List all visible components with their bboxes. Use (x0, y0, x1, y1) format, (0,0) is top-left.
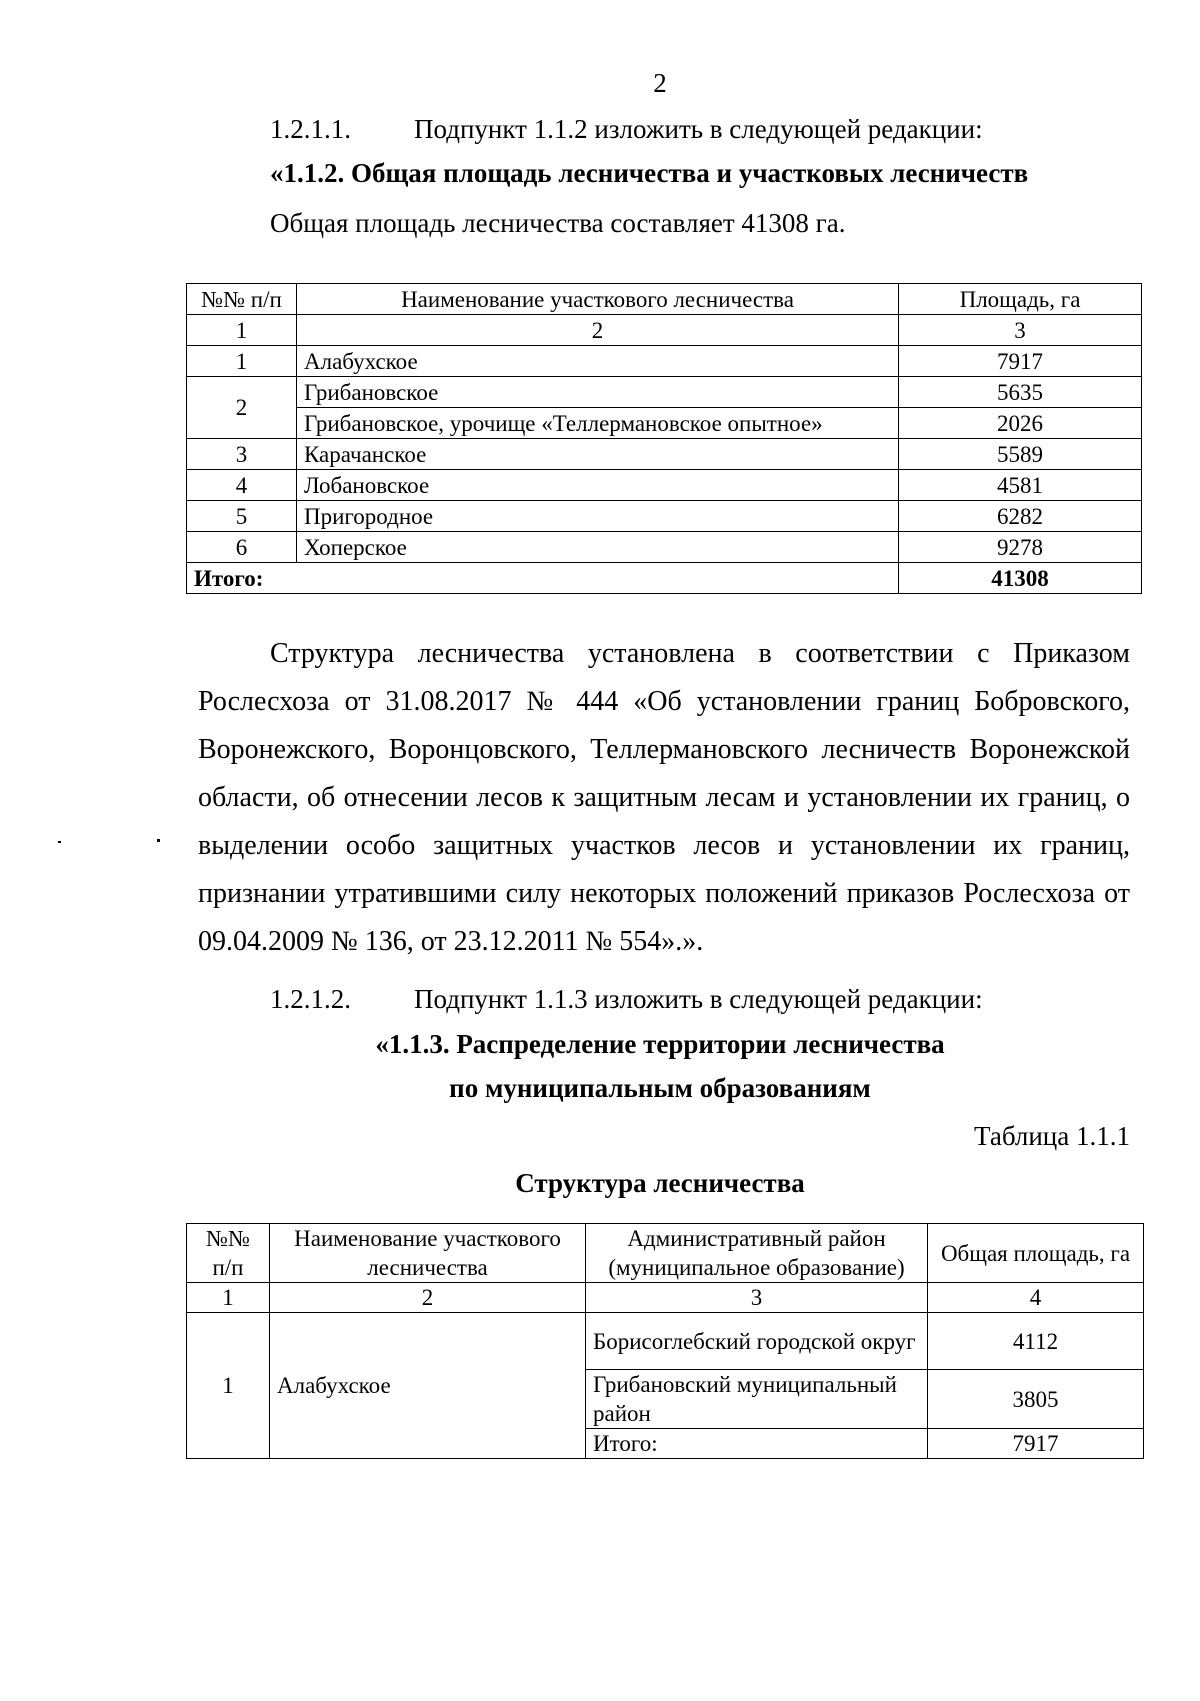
section1-number: 1.2.1.1. (270, 114, 351, 144)
header-cell: Площадь, га (899, 284, 1142, 315)
structure-paragraph: Структура лесничества установлена в соответствии с Приказом Рослесхоза от 31.08.2017 № 444 «Об установлении границ Бобровского, Воронежского, Воронцовского, Теллермановского лесничеств Воронежской области, об отнесении лесов к защитным лесам и установлении их границ, о выделении особо защитных участков лесов и установлении их границ, признании утратившими силу некоторых положений приказов Рослесхоза от 09.04.2009 № 136, от 23.12.2011 № 554».». (198, 638, 1130, 957)
area-value: 5589 (899, 439, 1142, 470)
district-name: Борисоглебский городской округ (586, 1313, 928, 1370)
forestry-structure-table (186, 1223, 1144, 1459)
column-number-row (187, 315, 1142, 346)
header-cell: №№ п/п (187, 284, 297, 315)
table-header-row (187, 1224, 1144, 1283)
row-number: 3 (187, 439, 297, 470)
total-label: Итого: (187, 563, 899, 594)
page-number: 2 (653, 68, 667, 98)
table-row (187, 1313, 1144, 1370)
subtotal-value: 7917 (928, 1429, 1144, 1459)
forestry-area-table (186, 283, 1142, 594)
row-number: 6 (187, 532, 297, 563)
section2-number: 1.2.1.2. (270, 984, 351, 1014)
table-title: Структура лесничества (515, 1168, 805, 1198)
district-area: 4112 (928, 1313, 1144, 1370)
area-value: 2026 (899, 408, 1142, 439)
forestry-name: Хоперское (297, 532, 899, 563)
forestry-name: Карачанское (297, 439, 899, 470)
column-number: 2 (297, 315, 899, 346)
scan-mark (157, 839, 160, 842)
forestry-name: Алабухское (297, 346, 899, 377)
column-number-row (187, 1283, 1144, 1313)
header-cell: №№ п/п (187, 1224, 270, 1283)
table-row (187, 532, 1142, 563)
table-row (187, 501, 1142, 532)
total-area-sentence: Общая площадь лесничества составляет 41308 га. (270, 208, 846, 238)
area-value: 6282 (899, 501, 1142, 532)
total-row (187, 563, 1142, 594)
section2-heading-line1: «1.1.3. Распределение территории лесничества (375, 1029, 945, 1059)
column-number: 3 (899, 315, 1142, 346)
table-row (187, 439, 1142, 470)
header-cell: Административный район (муниципальное образование) (586, 1224, 928, 1283)
section1-instruction: Подпункт 1.1.2 изложить в следующей редакции: (414, 114, 983, 144)
forestry-name: Лобановское (297, 470, 899, 501)
area-value: 4581 (899, 470, 1142, 501)
row-number: 2 (187, 377, 297, 439)
forestry-name: Грибановское (297, 377, 899, 408)
table-row (187, 408, 1142, 439)
forestry-name: Грибановское, урочище «Теллермановское опытное» (297, 408, 899, 439)
header-cell: Наименование участкового лесничества (297, 284, 899, 315)
table-row (187, 377, 1142, 408)
area-value: 5635 (899, 377, 1142, 408)
header-cell: Общая площадь, га (928, 1224, 1144, 1283)
header-cell: Наименование участкового лесничества (270, 1224, 586, 1283)
column-number: 1 (187, 1283, 270, 1313)
column-number: 4 (928, 1283, 1144, 1313)
scan-mark (58, 841, 61, 843)
district-name: Грибановский муниципальный район (586, 1370, 928, 1429)
row-number: 1 (187, 1313, 270, 1459)
forestry-name: Пригородное (297, 501, 899, 532)
section2-heading-line2: по муниципальным образованиям (449, 1073, 871, 1103)
district-area: 3805 (928, 1370, 1144, 1429)
section2-instruction: Подпункт 1.1.3 изложить в следующей редакции: (414, 984, 983, 1014)
table-label: Таблица 1.1.1 (974, 1121, 1130, 1151)
area-value: 7917 (899, 346, 1142, 377)
row-number: 1 (187, 346, 297, 377)
area-value: 9278 (899, 532, 1142, 563)
table-row (187, 346, 1142, 377)
row-number: 5 (187, 501, 297, 532)
column-number: 2 (270, 1283, 586, 1313)
column-number: 3 (586, 1283, 928, 1313)
column-number: 1 (187, 315, 297, 346)
row-number: 4 (187, 470, 297, 501)
table-header-row (187, 284, 1142, 315)
subtotal-label: Итого: (586, 1429, 928, 1459)
section1-heading: «1.1.2. Общая площадь лесничества и участковых лесничеств (270, 158, 1029, 188)
total-value: 41308 (899, 563, 1142, 594)
table-row (187, 470, 1142, 501)
forestry-name: Алабухское (270, 1313, 586, 1459)
